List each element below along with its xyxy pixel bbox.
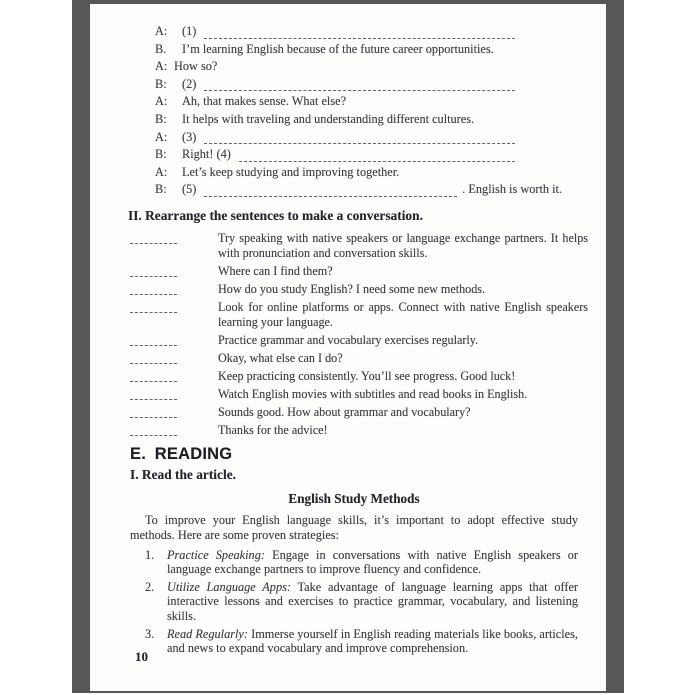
speaker-label: A: bbox=[155, 129, 168, 144]
sentence-text: Where can I find them? bbox=[218, 263, 333, 278]
strategy-body: Engage in conversations with native English speakers or language exchange partners to improve fluency and confidence. bbox=[167, 547, 578, 577]
answer-blank-line bbox=[130, 231, 177, 244]
column-gap bbox=[177, 300, 218, 330]
reading-section-heading: E. READING bbox=[130, 444, 233, 463]
blank-number: (3) bbox=[182, 129, 197, 144]
sentence-text: Look for online platforms or apps. Connect with native English speakers learning your language. bbox=[218, 299, 588, 329]
strategy-text bbox=[167, 548, 578, 577]
rearrange-row bbox=[130, 300, 588, 330]
fill-in-blank-line bbox=[204, 90, 515, 91]
strategy-item bbox=[145, 627, 578, 656]
dialogue-row bbox=[155, 112, 515, 130]
column-gap bbox=[177, 369, 218, 384]
fill-in-blank-line bbox=[204, 196, 457, 197]
rearrange-exercise bbox=[130, 231, 588, 438]
column-gap bbox=[177, 333, 218, 348]
rearrange-row bbox=[130, 231, 588, 261]
dialogue-text: How so? bbox=[174, 59, 218, 74]
scanner-dark-background bbox=[72, 0, 624, 693]
speaker-label: B. bbox=[155, 41, 167, 56]
answer-blank-line bbox=[130, 300, 177, 313]
dialogue-row bbox=[155, 42, 515, 60]
fill-in-blank-line bbox=[204, 143, 515, 144]
speaker-label: A: bbox=[155, 94, 168, 109]
strategy-number: 3. bbox=[145, 626, 155, 641]
strategy-number: 1. bbox=[145, 547, 155, 562]
rearrange-row bbox=[130, 387, 588, 402]
strategy-number: 2. bbox=[145, 579, 155, 594]
rearrange-row bbox=[130, 423, 588, 438]
speaker-label: B: bbox=[155, 76, 167, 91]
article-intro-paragraph: To improve your English language skills, it’s important to adopt effective study methods. Here are some proven strategies: bbox=[130, 512, 578, 543]
speaker-label: B: bbox=[155, 182, 167, 197]
dialogue-row bbox=[155, 59, 515, 77]
speaker-label: B: bbox=[155, 111, 167, 126]
dialogue-post-text: . English is worth it. bbox=[462, 182, 562, 197]
strategy-item bbox=[145, 580, 578, 624]
dialogue-row bbox=[155, 165, 515, 183]
article-title: English Study Methods bbox=[288, 490, 420, 506]
answer-blank-line bbox=[130, 351, 177, 364]
strategy-body: Immerse yourself in English reading materials like books, articles, and news to expand vocabulary and improve comprehension. bbox=[167, 626, 578, 656]
blank-number: Right! (4) bbox=[182, 147, 231, 162]
column-gap bbox=[177, 423, 218, 438]
dialogue-exercise bbox=[155, 24, 578, 200]
column-gap bbox=[177, 264, 218, 279]
answer-blank-line bbox=[130, 405, 177, 418]
dialogue-row bbox=[155, 130, 515, 148]
dialogue-row bbox=[155, 77, 515, 95]
rearrange-row bbox=[130, 405, 588, 420]
strategy-body: Take advantage of language learning apps that offer interactive lessons and exercises to practice grammar, vocabulary, and listening skills. bbox=[167, 579, 578, 623]
strategy-list bbox=[145, 548, 578, 656]
column-gap bbox=[177, 282, 218, 297]
dialogue-text: I’m learning English because of the future career opportunities. bbox=[182, 41, 494, 56]
column-gap bbox=[177, 405, 218, 420]
strategy-lead: Practice Speaking: bbox=[167, 547, 265, 562]
page-number: 10 bbox=[135, 649, 148, 664]
column-gap bbox=[177, 351, 218, 366]
fill-in-blank-line bbox=[239, 161, 515, 162]
answer-blank-line bbox=[130, 369, 177, 382]
dialogue-text: It helps with traveling and understanding different cultures. bbox=[182, 111, 475, 126]
speaker-label: A: bbox=[155, 164, 168, 179]
column-gap bbox=[177, 231, 218, 261]
answer-blank-line bbox=[130, 264, 177, 277]
dialogue-row bbox=[155, 24, 515, 42]
rearrange-row bbox=[130, 282, 588, 297]
column-gap bbox=[177, 387, 218, 402]
dialogue-row bbox=[155, 94, 515, 112]
blank-number: (5) bbox=[182, 182, 197, 197]
rearrange-row bbox=[130, 369, 588, 384]
rearrange-row bbox=[130, 264, 588, 279]
dialogue-text: Ah, that makes sense. What else? bbox=[182, 94, 347, 109]
fill-in-blank-line bbox=[204, 38, 515, 39]
strategy-text bbox=[167, 627, 578, 656]
sentence-text: How do you study English? I need some new methods. bbox=[218, 281, 486, 296]
sentence-text: Sounds good. How about grammar and vocabulary? bbox=[218, 404, 471, 419]
dialogue-row bbox=[155, 147, 515, 165]
rearrange-heading: II. Rearrange the sentences to make a conversation. bbox=[128, 207, 423, 223]
strategy-lead: Read Regularly: bbox=[167, 626, 248, 641]
strategy-text bbox=[167, 580, 578, 624]
sentence-text: Thanks for the advice! bbox=[218, 422, 328, 437]
answer-blank-line bbox=[130, 282, 177, 295]
sentence-text: Okay, what else can I do? bbox=[218, 350, 343, 365]
page-sheet bbox=[90, 4, 606, 691]
speaker-label: A: bbox=[155, 24, 168, 38]
speaker-label: A: bbox=[155, 59, 168, 74]
dialogue-row bbox=[155, 182, 562, 200]
blank-number: (1) bbox=[182, 24, 197, 38]
answer-blank-line bbox=[130, 423, 177, 436]
read-article-instruction: I. Read the article. bbox=[130, 466, 236, 482]
strategy-item bbox=[145, 548, 578, 577]
rearrange-row bbox=[130, 333, 588, 348]
dialogue-text: Let’s keep studying and improving together. bbox=[182, 164, 400, 179]
sentence-text: Keep practicing consistently. You’ll see progress. Good luck! bbox=[218, 368, 516, 383]
rearrange-row bbox=[130, 351, 588, 366]
sentence-text: Watch English movies with subtitles and read books in English. bbox=[218, 386, 528, 401]
sentence-text: Practice grammar and vocabulary exercises regularly. bbox=[218, 332, 479, 347]
sentence-text: Try speaking with native speakers or language exchange partners. It helps with pronunciation and conversation skills. bbox=[218, 230, 588, 260]
answer-blank-line bbox=[130, 333, 177, 346]
strategy-lead: Utilize Language Apps: bbox=[167, 579, 291, 594]
answer-blank-line bbox=[130, 387, 177, 400]
blank-number: (2) bbox=[182, 76, 197, 91]
speaker-label: B: bbox=[155, 147, 167, 162]
